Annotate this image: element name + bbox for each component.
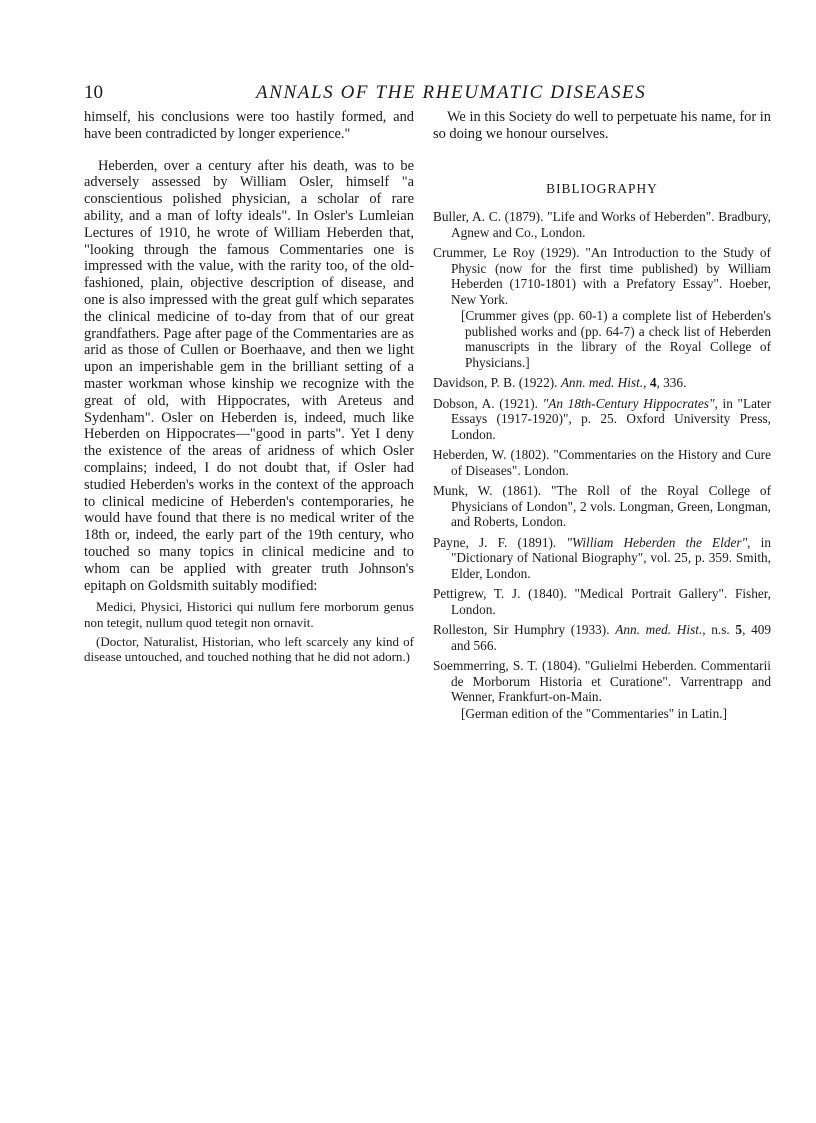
left-column	[84, 109, 414, 665]
bib-note: [Crummer gives (pp. 60-1) a complete list of Heberden's published works and (pp. 64-7) a check list of Heberden manuscripts in the library of the Royal College of Physicians.]	[461, 308, 771, 370]
bib-entry: Crummer, Le Roy (1929). "An Introduction to the Study of Physic (now for the first time published) by William Heberden (1710-1801) with a Prefatory Essay". Hoeber, New York. [Crummer gives (pp. 60-1) a complete list of Heberden's published works and (pp. 64-7) a check list of Heberden manuscripts in the library of the Royal College of Physicians.]	[433, 245, 771, 370]
paragraph-osler: Heberden, over a century after his death, was to be adversely assessed by William Osler, himself "a conscientious polished physician, a scholar of rare ability, and a man of lofty ideals". In Osler's Lumleian Lectures of 1910, he wrote of William Heberden that, "looking through the famous Commentaries one is impressed with the value, with the rarity too, of the old-fashioned, plain, objective description of disease, and one is also impressed with the great gulf which separates the clinical medicine of to-day from that of our great grandfathers. Page after page of the Commentaries are as arid as those of Cullen or Boerhaave, and then we light upon an imperishable gem in the brilliant setting of a master workman whose kinship we recognize with the great of old, with Hippocrates, with Areteus and Sydenham". Osler on Heberden is, indeed, much like Heberden on Hippocrates—"good in parts". Yet I deny the existence of the areas of aridness of which Osler complains; indeed, I do not doubt that, if Osler had studied Heberden's works in the context of the approach to clinical medicine of Heberden's contemporaries, he would have found that there is no medical writer of the 18th or, indeed, the early part of the 19th century, who touched so many topics in clinical medicine and to whom can be applied with greater truth Johnson's epitaph on Goldsmith suitably modified:	[84, 157, 414, 594]
translation: (Doctor, Naturalist, Historian, who left scarcely any kind of disease untouched, and touched nothing that he did not adorn.)	[84, 633, 414, 665]
bib-entry: Pettigrew, T. J. (1840). "Medical Portrait Gallery". Fisher, London.	[433, 586, 771, 617]
latin-quote: Medici, Physici, Historici qui nullum fere morborum genus non tetegit, nullum quod tetegit non ornavit.	[84, 599, 414, 630]
bib-entry: Soemmerring, S. T. (1804). "Gulielmi Heberden. Commentarii de Morborum Historia et Curatione". Varrentrapp and Wenner, Frankfurt-on-Main. [German edition of the "Commentaries" in Latin.]	[433, 658, 771, 721]
bib-entry: Munk, W. (1861). "The Roll of the Royal College of Physicians of London", 2 vols. Longman, Green, Longman, and Roberts, London.	[433, 483, 771, 530]
closing-paragraph: We in this Society do well to perpetuate his name, for in so doing we honour ourselves.	[433, 109, 771, 142]
bib-entry: Heberden, W. (1802). "Commentaries on the History and Cure of Diseases". London.	[433, 447, 771, 478]
bib-entry: Payne, J. F. (1891). "William Heberden the Elder", in "Dictionary of National Biography", vol. 25, p. 359. Smith, Elder, London.	[433, 534, 771, 581]
bibliography-heading: BIBLIOGRAPHY	[546, 180, 658, 196]
right-column	[433, 109, 771, 726]
bib-entry: Davidson, P. B. (1922). Ann. med. Hist., 4, 336.	[433, 375, 687, 391]
bib-entry: Buller, A. C. (1879). "Life and Works of Heberden". Bradbury, Agnew and Co., London.	[433, 209, 771, 240]
page-number: 10	[84, 82, 103, 103]
journal-title: ANNALS OF THE RHEUMATIC DISEASES	[256, 82, 647, 103]
bib-entry: Rolleston, Sir Humphry (1933). Ann. med. Hist., n.s. 5, 409 and 566.	[433, 622, 772, 653]
bib-entry: Dobson, A. (1921). "An 18th-Century Hippocrates", in "Later Essays (1917-1920)", p. 25. Oxford University Press, London.	[433, 395, 772, 442]
running-header	[84, 82, 744, 108]
bib-note: [German edition of the "Commentaries" in Latin.]	[461, 705, 728, 721]
paragraph-continuation: himself, his conclusions were too hastily formed, and have been contradicted by longer experience."	[84, 109, 414, 142]
